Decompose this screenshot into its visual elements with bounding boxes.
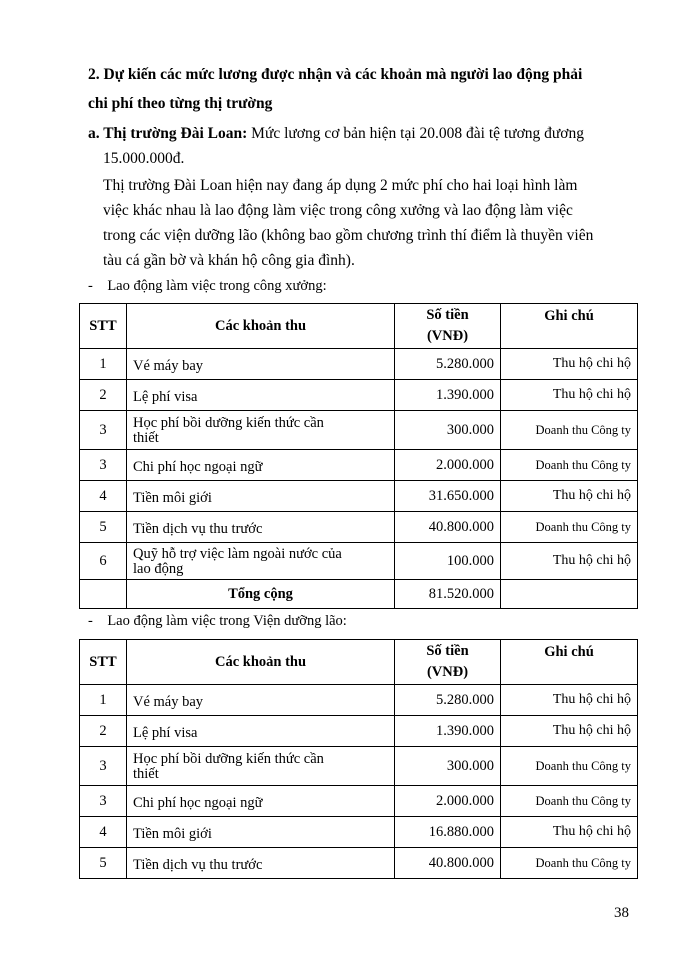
taiwan-paragraph-line: Thị trường Đài Loan hiện nay đang áp dụng 2 mức phí cho hai loại hình làm — [103, 177, 578, 194]
cell-note: Doanh thu Công ty — [501, 512, 638, 543]
cell-stt: 2 — [80, 380, 127, 411]
table-header-row — [80, 640, 638, 685]
cell-stt: 3 — [80, 450, 127, 481]
cell-amount: 300.000 — [395, 747, 501, 786]
table-row — [80, 716, 638, 747]
table-row — [80, 747, 638, 786]
total-label: Tổng cộng — [127, 580, 395, 609]
cell-item: Quỹ hỗ trợ việc làm ngoài nước của lao động — [127, 543, 395, 580]
table-header-row — [80, 304, 638, 349]
table-row — [80, 817, 638, 848]
table-row — [80, 543, 638, 580]
cell-item: Chi phí học ngoại ngữ — [127, 786, 395, 817]
cell-stt: 3 — [80, 747, 127, 786]
cell-note: Doanh thu Công ty — [501, 747, 638, 786]
cell-amount: 2.000.000 — [395, 786, 501, 817]
cell-amount: 100.000 — [395, 543, 501, 580]
cell-item: Chi phí học ngoại ngữ — [127, 450, 395, 481]
taiwan-paragraph-line: việc khác nhau là lao động làm việc trong công xưởng và lao động làm việc — [103, 202, 573, 219]
taiwan-label: a. Thị trường Đài Loan: — [88, 125, 248, 142]
cell-note: Doanh thu Công ty — [501, 411, 638, 450]
bullet-factory-workers: - Lao động làm việc trong công xưởng: — [88, 278, 327, 294]
fee-table-factory — [79, 303, 638, 609]
cell-stt: 1 — [80, 685, 127, 716]
cell-note: Thu hộ chi hộ — [501, 481, 638, 512]
cell-stt: 4 — [80, 481, 127, 512]
fee-table-nursing-home — [79, 639, 638, 879]
cell-item: Tiền dịch vụ thu trước — [127, 512, 395, 543]
section-heading-line1: 2. Dự kiến các mức lương được nhận và các khoản mà người lao động phải — [88, 66, 583, 83]
header-note: Ghi chú — [501, 640, 638, 685]
cell-amount: 40.800.000 — [395, 848, 501, 879]
header-stt: STT — [80, 640, 127, 685]
header-item: Các khoản thu — [127, 640, 395, 685]
cell-stt: 4 — [80, 817, 127, 848]
cell-note: Thu hộ chi hộ — [501, 349, 638, 380]
table-row — [80, 411, 638, 450]
taiwan-paragraph-line: tàu cá gần bờ và khán hộ công gia đình). — [103, 252, 355, 269]
taiwan-paragraph-line: trong các viện dưỡng lão (không bao gồm chương trình thí điểm là thuyền viên — [103, 227, 594, 244]
taiwan-salary-line2: 15.000.000đ. — [103, 150, 185, 167]
cell-note: Doanh thu Công ty — [501, 786, 638, 817]
cell-amount: 1.390.000 — [395, 716, 501, 747]
header-amount: Số tiền (VNĐ) — [395, 640, 501, 685]
cell-stt: 3 — [80, 786, 127, 817]
cell-amount: 2.000.000 — [395, 450, 501, 481]
table-row — [80, 349, 638, 380]
table-row — [80, 512, 638, 543]
total-amount: 81.520.000 — [395, 580, 501, 609]
cell-amount: 5.280.000 — [395, 349, 501, 380]
cell-amount: 1.390.000 — [395, 380, 501, 411]
cell-empty — [501, 580, 638, 609]
cell-item: Lệ phí visa — [127, 380, 395, 411]
table-row — [80, 481, 638, 512]
cell-stt: 3 — [80, 411, 127, 450]
cell-stt: 5 — [80, 848, 127, 879]
cell-stt: 5 — [80, 512, 127, 543]
cell-note: Thu hộ chi hộ — [501, 543, 638, 580]
header-stt: STT — [80, 304, 127, 349]
cell-note: Thu hộ chi hộ — [501, 685, 638, 716]
cell-amount: 5.280.000 — [395, 685, 501, 716]
cell-amount: 300.000 — [395, 411, 501, 450]
cell-note: Thu hộ chi hộ — [501, 380, 638, 411]
cell-note: Thu hộ chi hộ — [501, 817, 638, 848]
taiwan-salary-line — [88, 125, 584, 143]
bullet-nursing-home-workers: - Lao động làm việc trong Viện dưỡng lão: — [88, 613, 347, 629]
cell-amount: 31.650.000 — [395, 481, 501, 512]
cell-note: Thu hộ chi hộ — [501, 716, 638, 747]
cell-item: Học phí bồi dưỡng kiến thức cần thiết — [127, 747, 395, 786]
table-row — [80, 786, 638, 817]
cell-note: Doanh thu Công ty — [501, 848, 638, 879]
header-item: Các khoản thu — [127, 304, 395, 349]
table-row — [80, 848, 638, 879]
cell-item: Vé máy bay — [127, 685, 395, 716]
cell-note: Doanh thu Công ty — [501, 450, 638, 481]
cell-item: Lệ phí visa — [127, 716, 395, 747]
table-row — [80, 450, 638, 481]
header-amount: Số tiền (VNĐ) — [395, 304, 501, 349]
cell-amount: 16.880.000 — [395, 817, 501, 848]
table-row — [80, 685, 638, 716]
cell-amount: 40.800.000 — [395, 512, 501, 543]
cell-stt: 6 — [80, 543, 127, 580]
cell-stt: 2 — [80, 716, 127, 747]
cell-item: Học phí bồi dưỡng kiến thức cần thiết — [127, 411, 395, 450]
section-heading-line2: chi phí theo từng thị trường — [88, 95, 273, 112]
cell-empty — [80, 580, 127, 609]
cell-item: Tiền môi giới — [127, 481, 395, 512]
cell-item: Tiền môi giới — [127, 817, 395, 848]
header-note: Ghi chú — [501, 304, 638, 349]
taiwan-salary-text: Mức lương cơ bản hiện tại 20.008 đài tệ tương đương — [247, 125, 585, 142]
cell-item: Tiền dịch vụ thu trước — [127, 848, 395, 879]
table-row — [80, 380, 638, 411]
cell-stt: 1 — [80, 349, 127, 380]
cell-item: Vé máy bay — [127, 349, 395, 380]
page-number: 38 — [614, 905, 629, 921]
table-total-row — [80, 580, 638, 609]
